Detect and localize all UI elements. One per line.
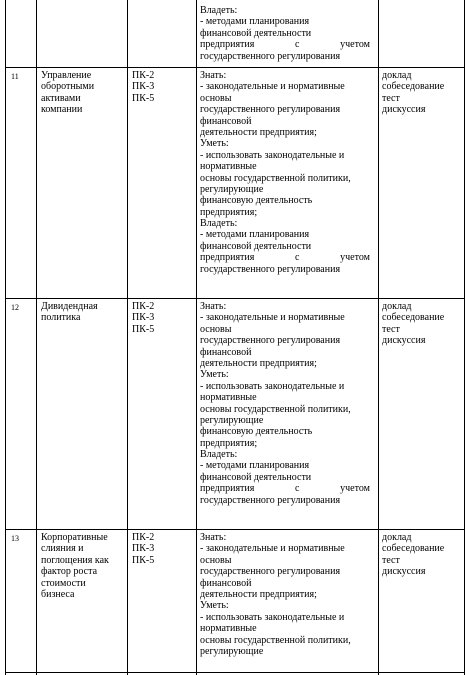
text-line: - законодательные и нормативные xyxy=(200,543,345,555)
column-divider xyxy=(36,0,37,675)
text-line: основы государственной политики, xyxy=(200,634,351,646)
text-line: собеседование xyxy=(382,543,445,555)
assessment-cell xyxy=(382,70,444,116)
topic-cell xyxy=(41,532,109,600)
text-line: - использовать законодательные и xyxy=(200,149,345,161)
text-line: фактор роста xyxy=(41,566,98,578)
text-line: - использовать законодательные и xyxy=(200,611,345,623)
knowledge-cell xyxy=(200,532,351,657)
text-line: финансовую деятельность xyxy=(200,426,313,438)
text-line: ПК-2 xyxy=(132,70,155,81)
text-line: - методами планирования xyxy=(200,460,310,472)
text-line: государственного регулирования xyxy=(200,263,341,275)
column-divider xyxy=(127,0,128,675)
text-line: собеседование xyxy=(382,81,445,93)
text-line: ПК-3 xyxy=(132,81,155,93)
text-line: регулирующие xyxy=(200,414,264,426)
text-line: основы государственной политики, xyxy=(200,403,351,415)
text-line: Знать: xyxy=(200,301,227,312)
text-word: с xyxy=(295,483,300,495)
text-line: Дивидендная xyxy=(41,301,98,312)
text-word: учетом xyxy=(340,483,370,495)
table-border-left xyxy=(5,0,6,675)
text-line: доклад xyxy=(382,70,412,81)
text-line: - использовать законодательные и xyxy=(200,380,345,392)
text-line: Уметь: xyxy=(200,600,229,612)
text-line: нормативные xyxy=(200,392,257,404)
text-line: ПК-5 xyxy=(132,554,155,566)
assessment-cell xyxy=(382,301,444,347)
text-line: дискуссия xyxy=(382,566,426,578)
text-line: Знать: xyxy=(200,532,227,543)
text-word: с xyxy=(295,252,300,264)
text-line: основы xyxy=(200,554,232,566)
row-divider xyxy=(5,672,465,673)
text-line: Владеть: xyxy=(200,449,238,461)
text-line: государственного регулирования xyxy=(200,566,341,578)
text-line: регулирующие xyxy=(200,183,264,195)
text-line xyxy=(200,39,370,50)
text-line: тест xyxy=(382,92,400,104)
text-line: государственного регулирования xyxy=(200,104,341,116)
text-line: доклад xyxy=(382,301,412,312)
text-line: финансовой деятельности xyxy=(200,471,312,483)
text-line: Владеть: xyxy=(200,5,238,16)
text-line xyxy=(200,252,370,263)
text-line: регулирующие xyxy=(200,645,264,657)
text-line: оборотными xyxy=(41,81,95,93)
text-line: ПК-2 xyxy=(132,532,155,543)
text-line: ПК-5 xyxy=(132,92,155,104)
text-line: слияния и xyxy=(41,543,84,555)
text-line: Корпоративные xyxy=(41,532,108,543)
text-line: финансовую деятельность xyxy=(200,195,313,207)
text-line: государственного регулирования xyxy=(200,335,341,347)
row-number: 11 xyxy=(11,72,19,81)
text-line: бизнеса xyxy=(41,588,75,600)
text-line: финансовой xyxy=(200,577,252,589)
row-divider xyxy=(5,298,465,299)
column-divider xyxy=(378,0,379,675)
text-line: финансовой xyxy=(200,346,252,358)
knowledge-cell xyxy=(200,70,370,275)
text-line: нормативные xyxy=(200,623,257,635)
topic-cell xyxy=(41,301,98,324)
topic-cell xyxy=(41,70,94,116)
competency-cell xyxy=(132,532,154,566)
text-line: финансовой деятельности xyxy=(200,27,312,39)
text-word: предприятия xyxy=(200,252,255,264)
column-divider xyxy=(196,0,197,675)
text-line: государственного регулирования xyxy=(200,494,341,506)
text-line: Управление xyxy=(41,70,92,81)
text-line: Уметь: xyxy=(200,369,229,381)
text-line: - законодательные и нормативные xyxy=(200,81,345,93)
text-line: финансовой деятельности xyxy=(200,240,312,252)
text-line: - законодательные и нормативные xyxy=(200,312,345,324)
text-line: Владеть: xyxy=(200,218,238,230)
text-line: государственного регулирования xyxy=(200,50,341,62)
text-line: стоимости xyxy=(41,577,86,589)
text-word: предприятия xyxy=(200,483,255,495)
text-line: Уметь: xyxy=(200,138,229,150)
text-line: политика xyxy=(41,312,81,324)
text-line: основы государственной политики, xyxy=(200,172,351,184)
row-number: 13 xyxy=(11,534,19,543)
knowledge-cell xyxy=(200,301,370,506)
text-line: основы xyxy=(200,323,232,335)
table-border-right xyxy=(464,0,465,675)
text-line: - методами планирования xyxy=(200,229,310,241)
text-word: с xyxy=(295,39,300,51)
text-line: нормативные xyxy=(200,161,257,173)
text-line: предприятия; xyxy=(200,437,258,449)
competency-cell xyxy=(132,70,154,104)
competency-cell xyxy=(132,301,154,335)
text-line: деятельности предприятия; xyxy=(200,588,317,600)
text-line: основы xyxy=(200,92,232,104)
text-line: тест xyxy=(382,323,400,335)
text-line: ПК-2 xyxy=(132,301,155,312)
text-line: дискуссия xyxy=(382,335,426,347)
text-line: доклад xyxy=(382,532,412,543)
text-line: деятельности предприятия; xyxy=(200,357,317,369)
text-line: деятельности предприятия; xyxy=(200,126,317,138)
text-line: финансовой xyxy=(200,115,252,127)
text-line: компании xyxy=(41,104,83,116)
text-line: собеседование xyxy=(382,312,445,324)
text-word: учетом xyxy=(340,252,370,264)
text-line: дискуссия xyxy=(382,104,426,116)
text-line: ПК-3 xyxy=(132,543,155,555)
text-word: предприятия xyxy=(200,39,255,51)
text-line xyxy=(200,483,370,494)
assessment-cell xyxy=(382,532,444,578)
knowledge-cell-continued xyxy=(200,5,370,62)
text-line: предприятия; xyxy=(200,206,258,218)
text-line: Знать: xyxy=(200,70,227,81)
row-number: 12 xyxy=(11,303,19,312)
text-line: - методами планирования xyxy=(200,16,310,28)
row-divider xyxy=(5,67,465,68)
text-line: поглощения как xyxy=(41,554,109,566)
text-line: активами xyxy=(41,92,81,104)
text-line: ПК-5 xyxy=(132,323,155,335)
row-divider xyxy=(5,529,465,530)
text-line: тест xyxy=(382,554,400,566)
text-line: ПК-3 xyxy=(132,312,155,324)
text-word: учетом xyxy=(340,39,370,51)
